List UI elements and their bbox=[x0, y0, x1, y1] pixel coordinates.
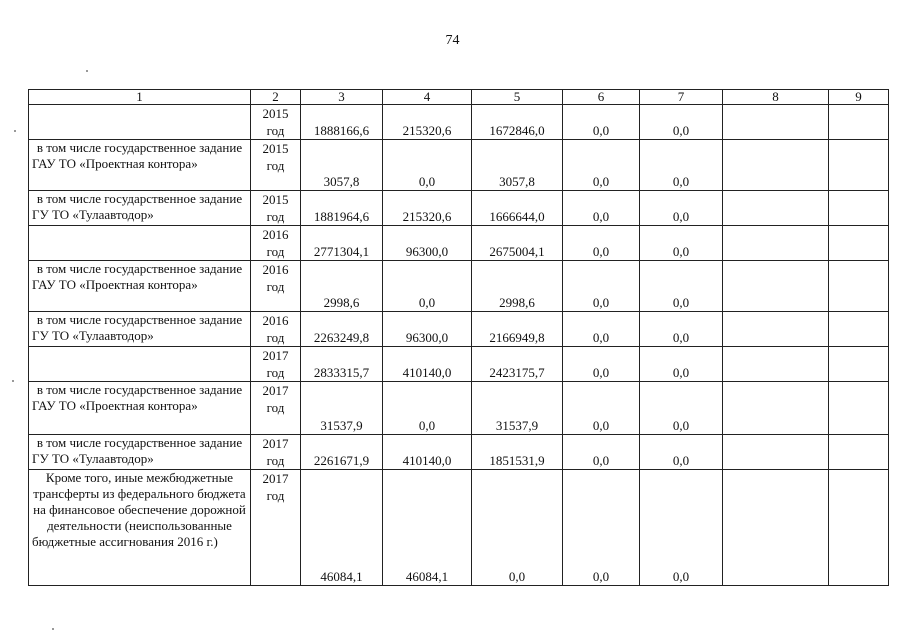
cell-col7: 0,0 bbox=[640, 105, 723, 140]
column-header: 4 bbox=[383, 90, 472, 105]
cell-col5: 2166949,8 bbox=[472, 312, 563, 347]
cell-col8 bbox=[723, 226, 829, 261]
row-year: 2015 год bbox=[251, 140, 301, 191]
column-header: 1 bbox=[29, 90, 251, 105]
table-row bbox=[29, 435, 889, 470]
table-row bbox=[29, 140, 889, 191]
table-row bbox=[29, 261, 889, 312]
cell-col4: 215320,6 bbox=[383, 105, 472, 140]
row-description: в том числе государственное задание ГУ ТО «Тулаавтодор» bbox=[29, 435, 251, 470]
row-description bbox=[29, 226, 251, 261]
cell-col7: 0,0 bbox=[640, 312, 723, 347]
cell-col8 bbox=[723, 347, 829, 382]
cell-col7: 0,0 bbox=[640, 261, 723, 312]
cell-col3: 1881964,6 bbox=[301, 191, 383, 226]
cell-col9 bbox=[829, 261, 889, 312]
cell-col4: 0,0 bbox=[383, 261, 472, 312]
table-row bbox=[29, 191, 889, 226]
cell-col4: 0,0 bbox=[383, 382, 472, 435]
row-year: 2017 год bbox=[251, 470, 301, 586]
table-row bbox=[29, 470, 889, 586]
cell-col9 bbox=[829, 105, 889, 140]
cell-col7: 0,0 bbox=[640, 191, 723, 226]
cell-col5: 0,0 bbox=[472, 470, 563, 586]
cell-col7: 0,0 bbox=[640, 470, 723, 586]
scan-speck bbox=[12, 380, 14, 382]
cell-col6: 0,0 bbox=[563, 347, 640, 382]
cell-col5: 1851531,9 bbox=[472, 435, 563, 470]
cell-col9 bbox=[829, 382, 889, 435]
cell-col4: 46084,1 bbox=[383, 470, 472, 586]
cell-col3: 2771304,1 bbox=[301, 226, 383, 261]
cell-col6: 0,0 bbox=[563, 382, 640, 435]
column-header: 6 bbox=[563, 90, 640, 105]
row-description: в том числе государственное задание ГАУ ТО «Проектная контора» bbox=[29, 140, 251, 191]
cell-col3: 1888166,6 bbox=[301, 105, 383, 140]
cell-col4: 410140,0 bbox=[383, 435, 472, 470]
cell-col7: 0,0 bbox=[640, 140, 723, 191]
cell-col6: 0,0 bbox=[563, 105, 640, 140]
cell-col5: 2675004,1 bbox=[472, 226, 563, 261]
cell-col9 bbox=[829, 470, 889, 586]
cell-col6: 0,0 bbox=[563, 226, 640, 261]
cell-col7: 0,0 bbox=[640, 435, 723, 470]
cell-col7: 0,0 bbox=[640, 382, 723, 435]
scan-speck bbox=[52, 628, 54, 630]
cell-col9 bbox=[829, 226, 889, 261]
column-header: 9 bbox=[829, 90, 889, 105]
table-row bbox=[29, 347, 889, 382]
cell-col3: 3057,8 bbox=[301, 140, 383, 191]
cell-col5: 31537,9 bbox=[472, 382, 563, 435]
cell-col5: 1672846,0 bbox=[472, 105, 563, 140]
cell-col8 bbox=[723, 261, 829, 312]
row-description: в том числе государственное задание ГУ ТО «Тулаавтодор» bbox=[29, 191, 251, 226]
cell-col7: 0,0 bbox=[640, 226, 723, 261]
cell-col6: 0,0 bbox=[563, 435, 640, 470]
page-number: 74 bbox=[445, 33, 460, 48]
cell-col4: 96300,0 bbox=[383, 226, 472, 261]
cell-col8 bbox=[723, 140, 829, 191]
table-row bbox=[29, 312, 889, 347]
row-description bbox=[29, 347, 251, 382]
row-description: Кроме того, иные межбюджетные трансферты из федерального бюджета на финансовое обеспечение дорожной деятельности (неиспользованные бюджетные ассигнования 2016 г.) bbox=[29, 470, 251, 586]
cell-col6: 0,0 bbox=[563, 312, 640, 347]
column-header: 7 bbox=[640, 90, 723, 105]
cell-col9 bbox=[829, 435, 889, 470]
scan-speck bbox=[14, 130, 16, 132]
cell-col3: 2261671,9 bbox=[301, 435, 383, 470]
row-description bbox=[29, 105, 251, 140]
row-year: 2017 год bbox=[251, 382, 301, 435]
cell-col5: 3057,8 bbox=[472, 140, 563, 191]
cell-col9 bbox=[829, 312, 889, 347]
cell-col3: 46084,1 bbox=[301, 470, 383, 586]
budget-table bbox=[28, 89, 889, 586]
row-year: 2016 год bbox=[251, 312, 301, 347]
cell-col8 bbox=[723, 435, 829, 470]
row-year: 2015 год bbox=[251, 191, 301, 226]
cell-col8 bbox=[723, 191, 829, 226]
column-header: 3 bbox=[301, 90, 383, 105]
cell-col5: 1666644,0 bbox=[472, 191, 563, 226]
cell-col4: 96300,0 bbox=[383, 312, 472, 347]
cell-col4: 215320,6 bbox=[383, 191, 472, 226]
table-row bbox=[29, 105, 889, 140]
row-description: в том числе государственное задание ГАУ ТО «Проектная контора» bbox=[29, 261, 251, 312]
cell-col8 bbox=[723, 382, 829, 435]
row-year: 2017 год bbox=[251, 435, 301, 470]
cell-col6: 0,0 bbox=[563, 261, 640, 312]
row-description: в том числе государственное задание ГУ ТО «Тулаавтодор» bbox=[29, 312, 251, 347]
column-header: 5 bbox=[472, 90, 563, 105]
cell-col3: 2998,6 bbox=[301, 261, 383, 312]
row-year: 2016 год bbox=[251, 261, 301, 312]
cell-col3: 2263249,8 bbox=[301, 312, 383, 347]
cell-col4: 0,0 bbox=[383, 140, 472, 191]
row-year: 2017 год bbox=[251, 347, 301, 382]
column-header: 8 bbox=[723, 90, 829, 105]
column-header: 2 bbox=[251, 90, 301, 105]
cell-col4: 410140,0 bbox=[383, 347, 472, 382]
cell-col3: 31537,9 bbox=[301, 382, 383, 435]
row-description: в том числе государственное задание ГАУ ТО «Проектная контора» bbox=[29, 382, 251, 435]
cell-col8 bbox=[723, 312, 829, 347]
cell-col9 bbox=[829, 191, 889, 226]
row-year: 2015 год bbox=[251, 105, 301, 140]
cell-col5: 2423175,7 bbox=[472, 347, 563, 382]
cell-col3: 2833315,7 bbox=[301, 347, 383, 382]
cell-col7: 0,0 bbox=[640, 347, 723, 382]
cell-col8 bbox=[723, 105, 829, 140]
cell-col9 bbox=[829, 140, 889, 191]
table-row bbox=[29, 226, 889, 261]
table-row bbox=[29, 382, 889, 435]
cell-col6: 0,0 bbox=[563, 470, 640, 586]
cell-col6: 0,0 bbox=[563, 140, 640, 191]
cell-col6: 0,0 bbox=[563, 191, 640, 226]
cell-col9 bbox=[829, 347, 889, 382]
cell-col8 bbox=[723, 470, 829, 586]
row-year: 2016 год bbox=[251, 226, 301, 261]
header-row bbox=[29, 90, 889, 105]
scan-speck bbox=[86, 70, 88, 72]
cell-col5: 2998,6 bbox=[472, 261, 563, 312]
